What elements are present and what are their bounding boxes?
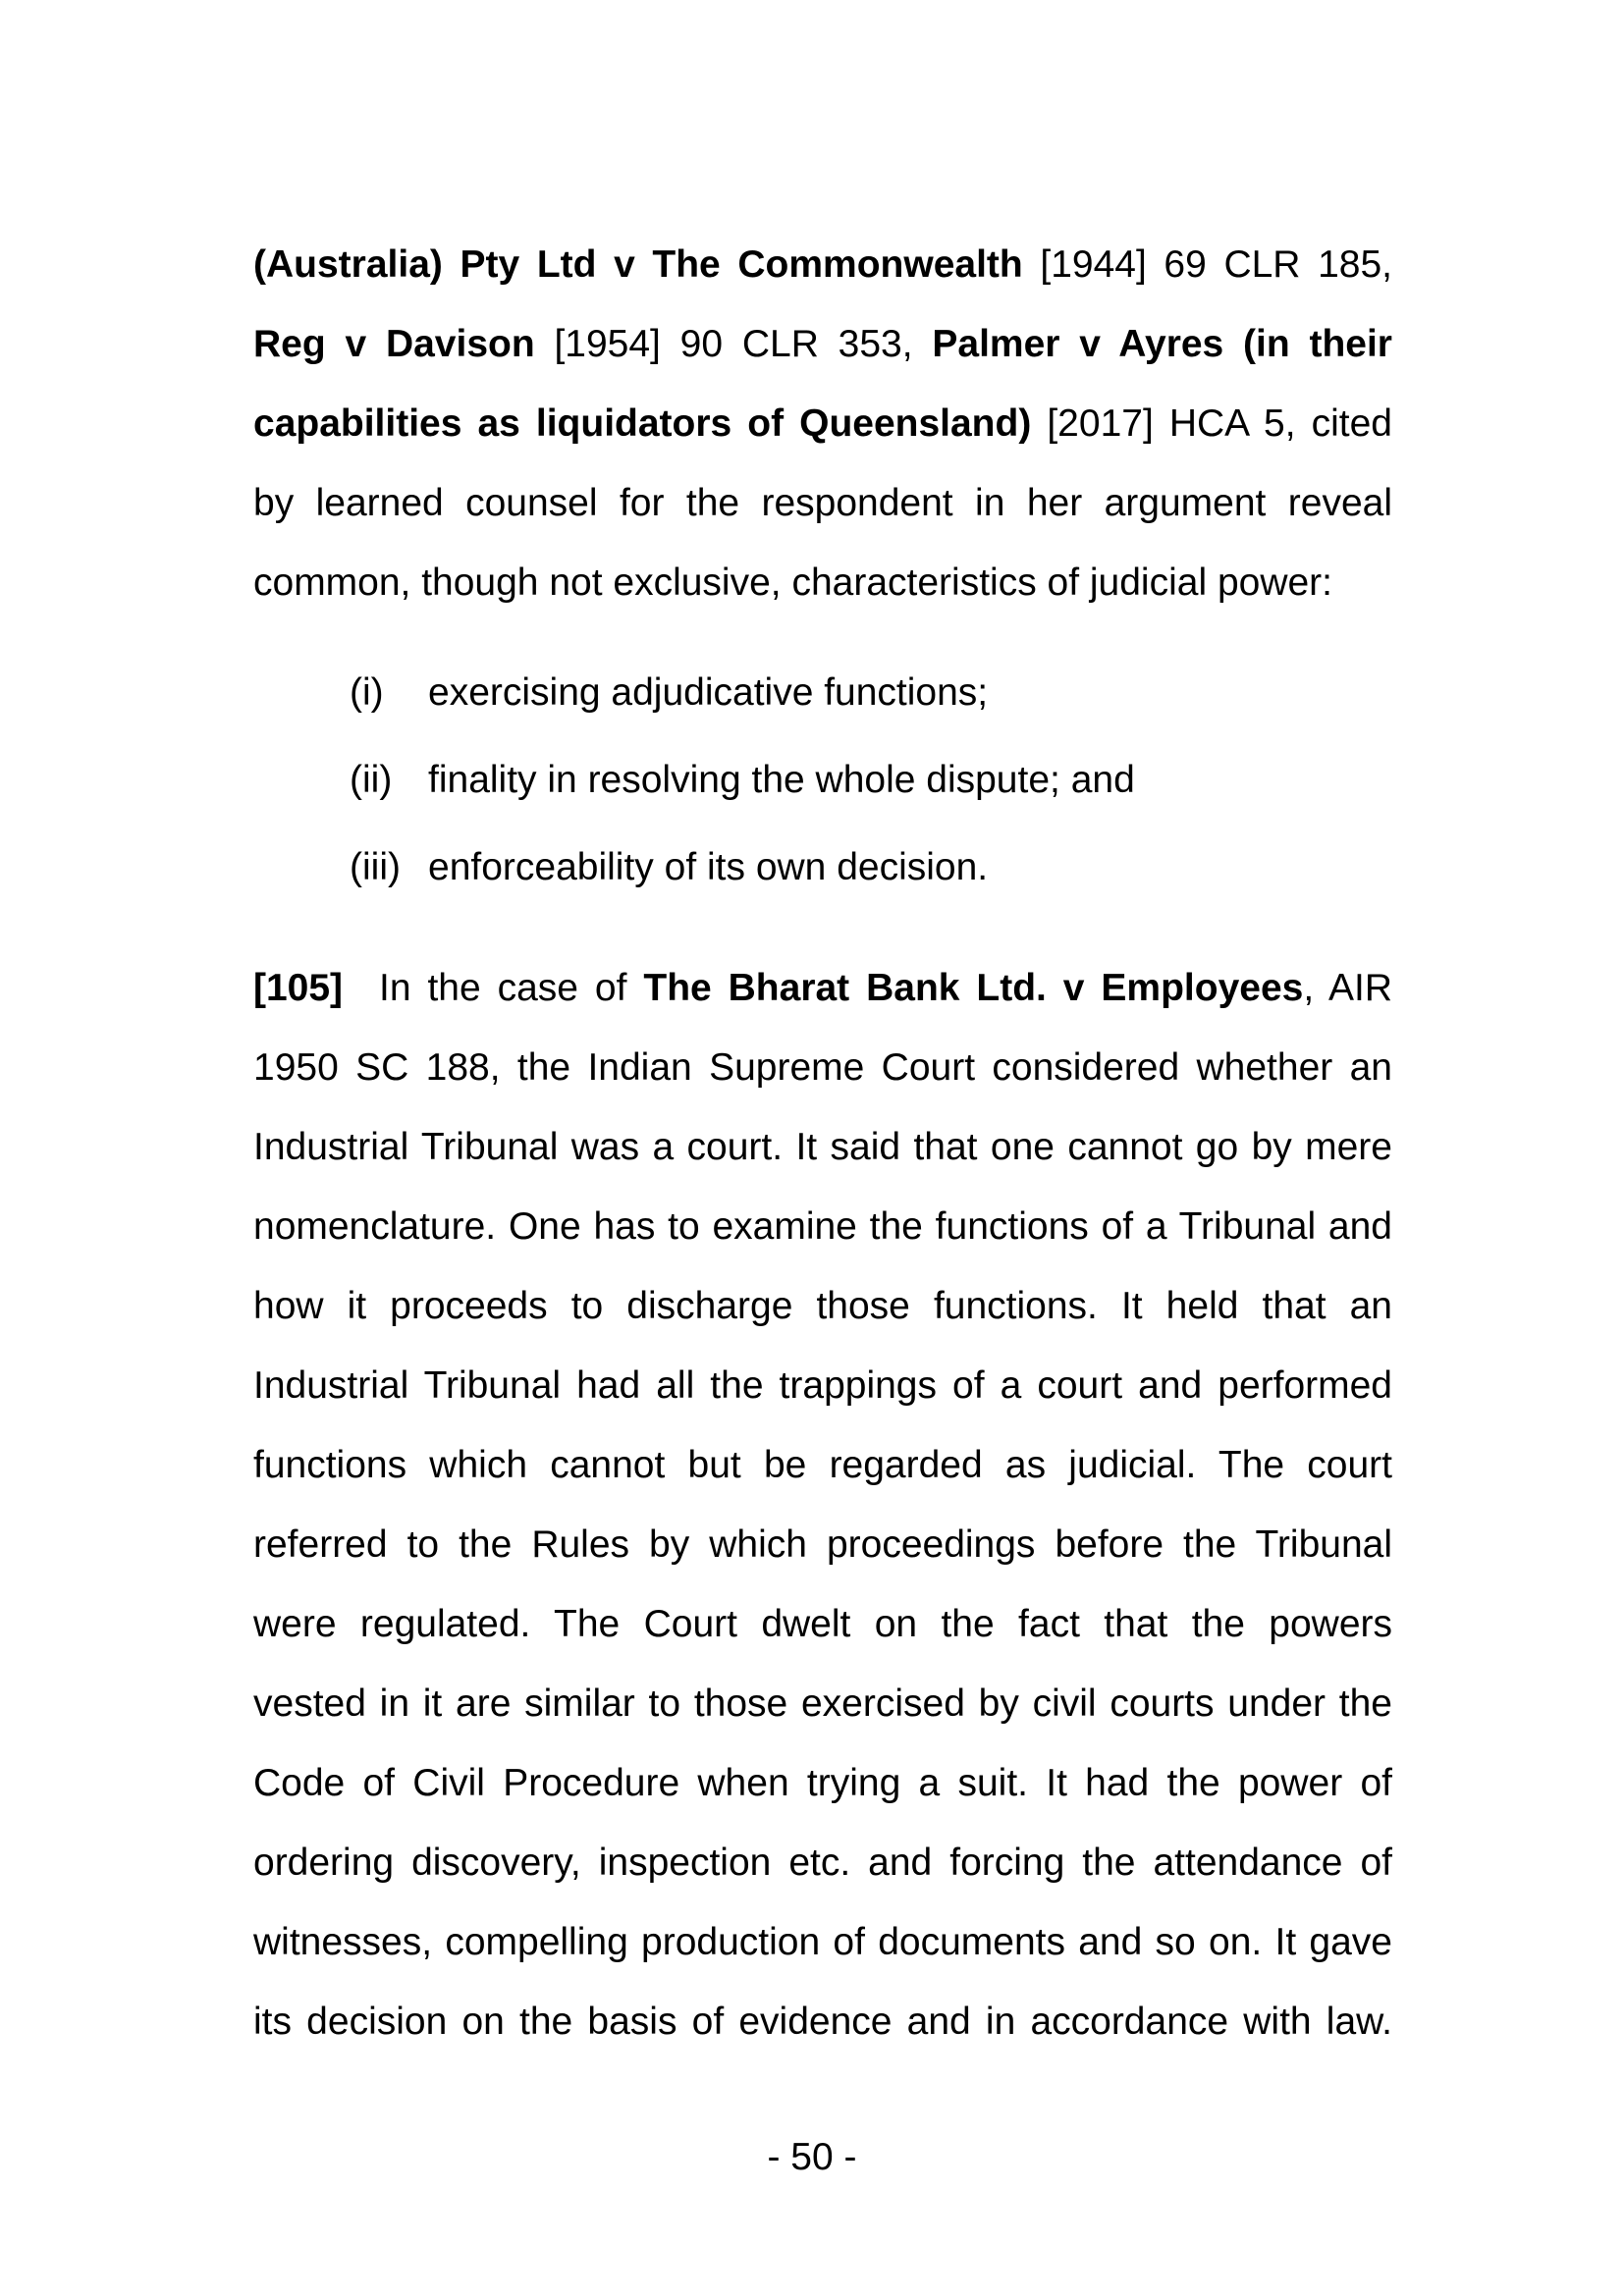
text-line: Industrial Tribunal was a court. It said that one cannot go by mere xyxy=(253,1126,1392,1168)
text-line: vested in it are similar to those exercised by civil courts under the xyxy=(253,1682,1392,1725)
text-line: 1950 SC 188, the Indian Supreme Court considered whether an xyxy=(253,1046,1392,1089)
text-line: witnesses, compelling production of documents and so on. It gave xyxy=(253,1921,1392,1963)
case-name: capabilities as liquidators of Queensland) xyxy=(253,402,1032,445)
list-item-number: (iii) xyxy=(350,846,401,888)
text-line: Code of Civil Procedure when trying a suit. It had the power of xyxy=(253,1762,1392,1804)
text-span: In the case of xyxy=(379,967,644,1009)
list-item xyxy=(350,650,1233,736)
case-name: (Australia) Pty Ltd v The Commonwealth xyxy=(253,243,1023,286)
case-name: Reg v Davison xyxy=(253,323,535,365)
text-line: Industrial Tribunal had all the trappings of a court and performed xyxy=(253,1364,1392,1407)
text-line: how it proceeds to discharge those functions. It held that an xyxy=(253,1285,1392,1327)
citation: , AIR xyxy=(1303,967,1392,1009)
list-item-number: (i) xyxy=(350,671,384,714)
text-line xyxy=(253,384,1392,463)
list-item-number: (ii) xyxy=(350,759,393,801)
list-item-text: enforceability of its own decision. xyxy=(428,846,989,888)
text-line: its decision on the basis of evidence and in accordance with law. xyxy=(253,2001,1392,2043)
text-line: ordering discovery, inspection etc. and forcing the attendance of xyxy=(253,1842,1392,1884)
case-name: The Bharat Bank Ltd. v Employees xyxy=(643,967,1304,1009)
text-line xyxy=(253,225,1392,304)
list-item xyxy=(350,737,1233,824)
citation: [1954] 90 CLR 353, xyxy=(534,323,933,365)
list-item-text: finality in resolving the whole dispute; and xyxy=(428,759,1135,801)
text-line: referred to the Rules by which proceedings before the Tribunal xyxy=(253,1523,1392,1566)
text-line: were regulated. The Court dwelt on the fact that the powers xyxy=(253,1603,1392,1645)
page-number: - 50 - xyxy=(767,2136,857,2178)
text-line: functions which cannot but be regarded as judicial. The court xyxy=(253,1444,1392,1486)
text-line: by learned counsel for the respondent in her argument reveal xyxy=(253,482,1392,524)
citation: [2017] HCA 5, cited xyxy=(1031,402,1392,445)
text-line: common, though not exclusive, characteristics of judicial power: xyxy=(253,561,1333,604)
text-line: nomenclature. One has to examine the functions of a Tribunal and xyxy=(253,1205,1392,1248)
text-line xyxy=(253,948,1392,1028)
case-name: Palmer v Ayres (in their xyxy=(932,323,1392,365)
paragraph-number: [105] xyxy=(253,967,344,1009)
text-line xyxy=(253,304,1392,384)
list-item xyxy=(350,825,1233,911)
list-item-text: exercising adjudicative functions; xyxy=(428,671,989,714)
citation: [1944] 69 CLR 185, xyxy=(1022,243,1392,286)
